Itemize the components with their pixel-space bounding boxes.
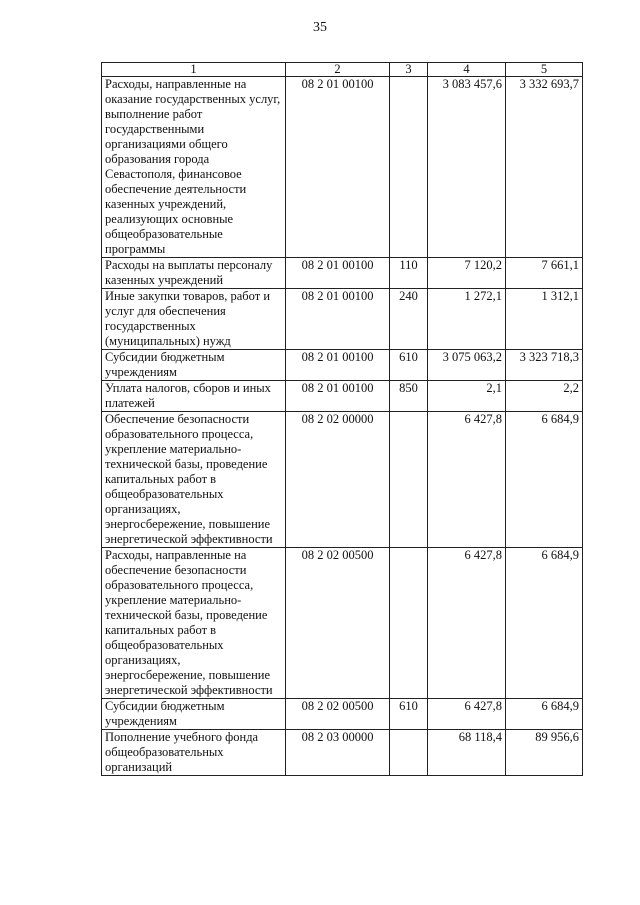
table-row [102,350,583,381]
table-row [102,548,583,699]
row-value-2: 3 323 718,3 [506,350,583,381]
header-col-4: 4 [428,63,506,77]
row-code: 08 2 02 00500 [286,548,390,699]
row-value-2: 2,2 [506,381,583,412]
row-name: Пополнение учебного фонда общеобразовательных организаций [102,730,286,776]
row-value-1: 3 075 063,2 [428,350,506,381]
row-code: 08 2 02 00500 [286,699,390,730]
row-value-2: 6 684,9 [506,699,583,730]
row-name: Субсидии бюджетным учреждениям [102,699,286,730]
row-value-2: 89 956,6 [506,730,583,776]
row-value-2: 3 332 693,7 [506,77,583,258]
row-value-1: 2,1 [428,381,506,412]
row-value-1: 6 427,8 [428,412,506,548]
row-kind [390,412,428,548]
row-kind [390,548,428,699]
page-number: 35 [313,20,327,35]
header-col-5: 5 [506,63,583,77]
table-row [102,699,583,730]
row-name: Расходы на выплаты персоналу казенных учреждений [102,258,286,289]
table-row [102,730,583,776]
row-name: Уплата налогов, сборов и иных платежей [102,381,286,412]
row-code: 08 2 01 00100 [286,77,390,258]
row-value-1: 3 083 457,6 [428,77,506,258]
row-kind: 610 [390,699,428,730]
row-value-2: 6 684,9 [506,412,583,548]
row-value-1: 6 427,8 [428,699,506,730]
row-code: 08 2 01 00100 [286,350,390,381]
row-value-1: 68 118,4 [428,730,506,776]
row-kind: 110 [390,258,428,289]
header-col-2: 2 [286,63,390,77]
row-name: Субсидии бюджетным учреждениям [102,350,286,381]
row-kind: 240 [390,289,428,350]
header-col-1: 1 [102,63,286,77]
row-value-1: 6 427,8 [428,548,506,699]
row-name: Обеспечение безопасности образовательного процесса, укрепление материально-технической базы, проведение капитальных работ в общеобразовательных организациях, энергосбережение, повышение энергетической эффективности [102,412,286,548]
table-row [102,258,583,289]
row-value-1: 7 120,2 [428,258,506,289]
row-value-2: 1 312,1 [506,289,583,350]
row-name: Иные закупки товаров, работ и услуг для обеспечения государственных (муниципальных) нужд [102,289,286,350]
table-row [102,412,583,548]
row-code: 08 2 02 00000 [286,412,390,548]
row-kind [390,77,428,258]
header-col-3: 3 [390,63,428,77]
row-kind [390,730,428,776]
budget-table [101,62,583,776]
row-name: Расходы, направленные на обеспечение безопасности образовательного процесса, укрепление материально-технической базы, проведение капитальных работ в общеобразовательных организациях, энергосбережение, повышение энергетической эффективности [102,548,286,699]
row-code: 08 2 01 00100 [286,381,390,412]
row-value-2: 7 661,1 [506,258,583,289]
table-row [102,381,583,412]
row-kind: 850 [390,381,428,412]
row-value-2: 6 684,9 [506,548,583,699]
row-code: 08 2 03 00000 [286,730,390,776]
row-kind: 610 [390,350,428,381]
row-name: Расходы, направленные на оказание государственных услуг, выполнение работ государственными организациями общего образования города Севастополя, финансовое обеспечение деятельности казенных учреждений, реализующих основные общеобразовательные программы [102,77,286,258]
table-row [102,77,583,258]
row-code: 08 2 01 00100 [286,289,390,350]
row-code: 08 2 01 00100 [286,258,390,289]
table-row [102,289,583,350]
header-row [102,63,583,77]
row-value-1: 1 272,1 [428,289,506,350]
